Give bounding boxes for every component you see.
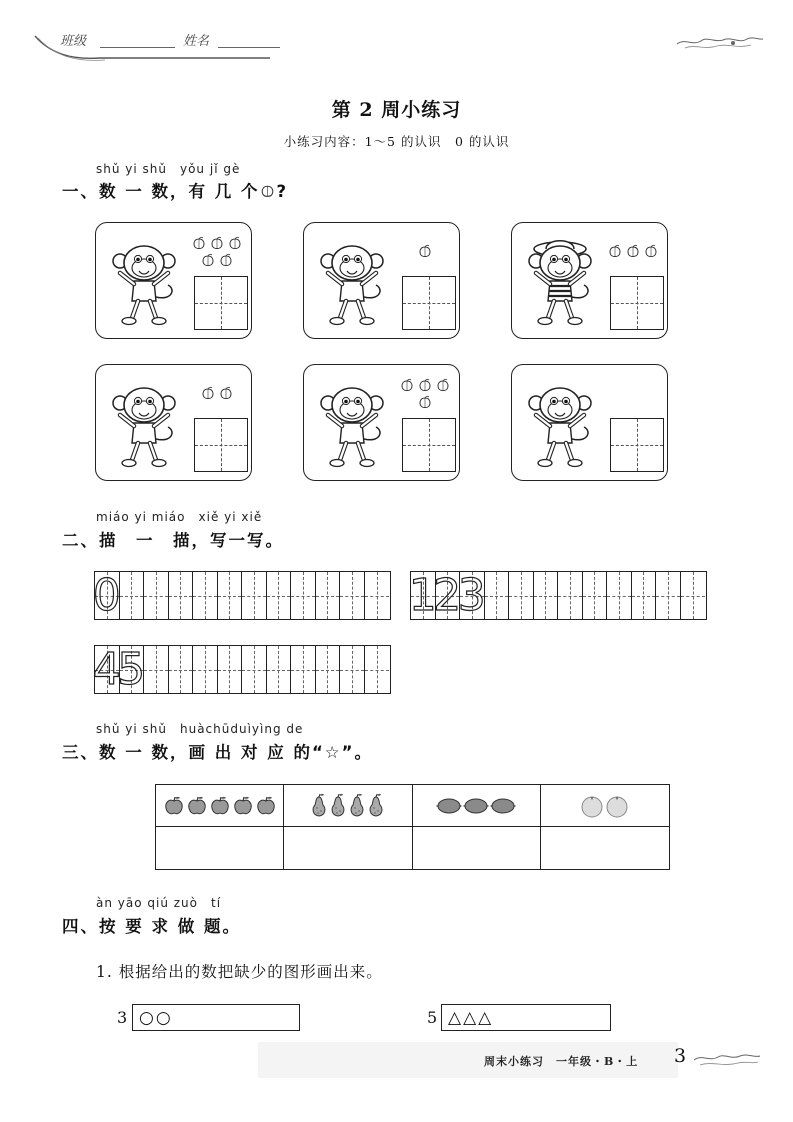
answer-number-5: 5	[427, 1008, 438, 1027]
fruit-cell-pears	[284, 785, 412, 827]
name-label: 姓名	[183, 34, 210, 49]
q1-title	[62, 178, 288, 202]
footer-cloud-icon	[692, 1048, 762, 1070]
tracing-cell[interactable]	[218, 572, 243, 619]
lemon-icon	[463, 797, 489, 815]
lemon-icon	[490, 797, 516, 815]
tracing-grid-1-3[interactable]	[410, 571, 707, 620]
peach-icon	[643, 243, 659, 259]
peach-icon	[200, 385, 216, 401]
peach-icon	[417, 377, 433, 393]
peach-icon	[227, 235, 243, 251]
tracing-cell[interactable]	[558, 572, 583, 619]
peach-icon	[209, 235, 225, 251]
fruit-cell-oranges	[541, 785, 669, 827]
tracing-cell[interactable]	[607, 572, 632, 619]
traced-digit: 5	[117, 643, 146, 695]
tracing-cell[interactable]	[316, 646, 341, 693]
peach-icon	[259, 182, 276, 199]
page-number: 3	[674, 1045, 687, 1067]
peach-group	[396, 231, 454, 271]
count-card	[511, 364, 668, 481]
q1-pinyin: shǔ yi shǔ yǒu jǐ gè	[96, 162, 241, 176]
name-line[interactable]	[218, 47, 280, 48]
tracing-cell[interactable]	[144, 646, 169, 693]
tracing-cell[interactable]	[92, 569, 121, 621]
shape-answer-box-3[interactable]	[132, 1004, 300, 1031]
q1-title-text: 一、数 一 数，有 几 个	[62, 182, 260, 201]
tracing-cell[interactable]	[485, 572, 510, 619]
peach-icon	[607, 243, 623, 259]
class-line[interactable]	[100, 47, 175, 48]
pear-icon	[367, 793, 385, 819]
peach-icon	[417, 243, 433, 259]
count-card	[95, 364, 252, 481]
tracing-cell[interactable]	[267, 646, 292, 693]
tracing-cell[interactable]	[291, 572, 316, 619]
fruit-count-table	[155, 784, 670, 870]
fruit-cell-apples	[156, 785, 284, 827]
peach-icon	[218, 385, 234, 401]
q3-pinyin: shǔ yi shǔ huàchūduìyìng de	[96, 722, 304, 736]
tracing-cell[interactable]	[193, 646, 218, 693]
peach-icon	[191, 235, 207, 251]
q2-pinyin: miáo yi miáo xiě yi xiě	[96, 510, 263, 524]
star-answer-cell-oranges[interactable]	[541, 827, 669, 869]
tracing-cell[interactable]	[316, 572, 341, 619]
footer-text: 周末小练习 一年级・B・上	[484, 1055, 639, 1068]
monkey-illustration	[522, 235, 598, 327]
tracing-cell[interactable]	[291, 646, 316, 693]
tracing-cell[interactable]	[365, 646, 390, 693]
peach-group	[396, 373, 454, 413]
traced-digit: 2	[433, 569, 462, 621]
peach-group	[188, 373, 246, 413]
tracing-grid-0[interactable]	[94, 571, 391, 620]
answer-box[interactable]	[402, 418, 456, 472]
monkey-illustration	[522, 377, 598, 469]
traced-digit: 1	[408, 569, 437, 621]
tracing-cell[interactable]	[632, 572, 657, 619]
pear-icon	[310, 793, 328, 819]
tracing-cell[interactable]	[218, 646, 243, 693]
traced-digit: 0	[92, 569, 121, 621]
peach-icon	[417, 394, 433, 410]
tracing-cell[interactable]	[340, 646, 365, 693]
q4-pinyin: àn yāo qiú zuò tí	[96, 896, 222, 910]
tracing-cell[interactable]	[509, 572, 534, 619]
peach-icon	[625, 243, 641, 259]
tracing-cell[interactable]	[92, 643, 121, 695]
tracing-cell[interactable]	[242, 646, 267, 693]
tracing-cell[interactable]	[681, 572, 706, 619]
tracing-cell[interactable]	[242, 572, 267, 619]
class-label: 班级	[60, 34, 87, 49]
peach-group	[188, 231, 246, 271]
monkey-illustration	[314, 235, 390, 327]
apple-icon	[232, 795, 254, 817]
answer-box[interactable]	[610, 418, 664, 472]
orange-icon	[580, 794, 604, 818]
tracing-cell[interactable]	[267, 572, 292, 619]
apple-icon	[255, 795, 277, 817]
tracing-cell[interactable]	[117, 643, 146, 695]
tracing-cell[interactable]	[534, 572, 559, 619]
tracing-cell[interactable]	[193, 572, 218, 619]
apple-icon	[209, 795, 231, 817]
peach-group	[604, 231, 662, 271]
star-answer-cell-pears[interactable]	[284, 827, 412, 869]
count-card	[303, 222, 460, 339]
tracing-cell[interactable]	[365, 572, 390, 619]
tracing-cell[interactable]	[583, 572, 608, 619]
pear-icon	[348, 793, 366, 819]
circle-shapes: ○○	[139, 1007, 173, 1028]
answer-box[interactable]	[610, 276, 664, 330]
star-answer-cell-lemons[interactable]	[413, 827, 541, 869]
tracing-cell[interactable]	[169, 572, 194, 619]
answer-number-3: 3	[117, 1008, 128, 1027]
count-card	[511, 222, 668, 339]
peach-icon	[435, 377, 451, 393]
pear-icon	[329, 793, 347, 819]
lemon-icon	[436, 797, 462, 815]
count-card	[303, 364, 460, 481]
orange-icon	[605, 794, 629, 818]
tracing-cell[interactable]	[457, 569, 486, 621]
answer-box[interactable]	[194, 276, 248, 330]
star-answer-cell-apples[interactable]	[156, 827, 284, 869]
tracing-cell[interactable]	[169, 646, 194, 693]
monkey-illustration	[106, 377, 182, 469]
tracing-cell[interactable]	[408, 569, 437, 621]
q1-title-suffix: ?	[276, 182, 289, 201]
q3-title: 三、数 一 数，画 出 对 应 的“☆”。	[62, 743, 373, 762]
answer-box[interactable]	[402, 276, 456, 330]
q4-item-1: 1. 根据给出的数把缺少的图形画出来。	[96, 963, 383, 981]
answer-box[interactable]	[194, 418, 248, 472]
page-subtitle: 小练习内容：1～5 的认识 0 的认识	[283, 134, 510, 149]
tracing-cell[interactable]	[433, 569, 462, 621]
tracing-grid-4-5[interactable]	[94, 645, 391, 694]
fruit-cell-lemons	[413, 785, 541, 827]
traced-digit: 3	[457, 569, 486, 621]
apple-icon	[163, 795, 185, 817]
tracing-cell[interactable]	[144, 572, 169, 619]
peach-icon	[218, 252, 234, 268]
q2-title: 二、描 一 描，写一写。	[62, 531, 284, 550]
peach-group	[604, 373, 662, 413]
tracing-cell[interactable]	[656, 572, 681, 619]
apple-icon	[186, 795, 208, 817]
monkey-illustration	[314, 377, 390, 469]
cloud-decoration-icon	[675, 30, 765, 54]
count-card	[95, 222, 252, 339]
tracing-cell[interactable]	[340, 572, 365, 619]
peach-icon	[200, 252, 216, 268]
q4-title: 四、按 要 求 做 题。	[62, 917, 241, 936]
monkey-illustration	[106, 235, 182, 327]
traced-digit: 4	[92, 643, 121, 695]
page-title: 第 2 周小练习	[331, 99, 462, 121]
shape-answer-box-5[interactable]	[441, 1004, 611, 1031]
peach-icon	[399, 377, 415, 393]
triangle-shapes: △△△	[448, 1007, 494, 1028]
tracing-cell[interactable]	[120, 572, 145, 619]
